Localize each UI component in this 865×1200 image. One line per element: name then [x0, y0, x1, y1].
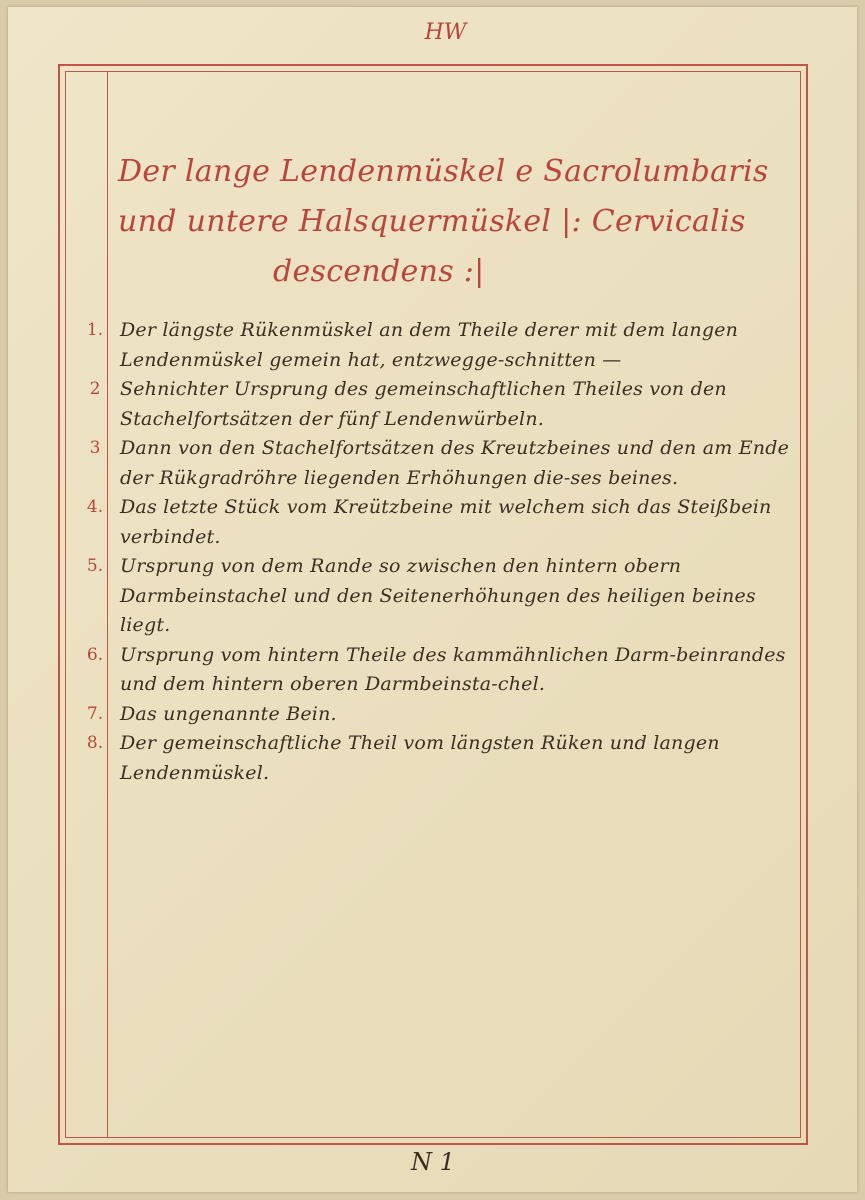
page-title: [118, 147, 798, 297]
list-item: [80, 375, 800, 434]
item-list: [80, 316, 800, 788]
page-header-mark: HW: [424, 20, 467, 45]
item-text: Das ungenannte Bein.: [120, 702, 337, 725]
list-item: [80, 434, 800, 493]
list-item: [80, 493, 800, 552]
page-footer-mark: N 1: [411, 1148, 455, 1176]
list-item: [80, 700, 800, 730]
manuscript-page: [8, 7, 857, 1192]
item-number: 2: [89, 379, 101, 399]
item-number: 3: [89, 438, 101, 458]
list-item: [80, 552, 800, 641]
title-line-1: Der lange Lendenmüskel e Sacrolumbaris: [118, 154, 769, 189]
item-text: Das letzte Stück vom Kreützbeine mit welchem sich das Steißbein verbindet.: [120, 496, 772, 548]
item-text: Der gemeinschaftliche Theil vom längsten Rüken und langen Lendenmüskel.: [120, 732, 720, 784]
item-number: 7.: [86, 703, 104, 724]
list-item: [80, 316, 800, 375]
item-text: Ursprung von dem Rande so zwischen den hintern obern Darmbeinstachel und den Seitenerhöhungen des heiligen beines liegt.: [120, 555, 756, 636]
title-line-2: und untere Halsquermüskel |: Cervicalis: [118, 204, 746, 239]
list-item: [80, 729, 800, 788]
item-number: 5.: [86, 556, 104, 576]
item-text: Dann von den Stachelfortsätzen des Kreutzbeines und den am Ende der Rükgradröhre liegenden Erhöhungen die-ses beines.: [120, 437, 790, 489]
item-number: 4.: [86, 497, 104, 517]
item-number: 1.: [86, 320, 104, 340]
item-number: 8.: [86, 733, 104, 753]
item-text: Ursprung vom hintern Theile des kammähnlichen Darm-beinrandes und dem hintern oberen Darmbeinsta-chel.: [120, 643, 786, 695]
list-item: [80, 641, 800, 700]
title-line-3: descendens :|: [273, 254, 485, 289]
item-text: Sehnichter Ursprung des gemeinschaftlichen Theiles von den Stachelfortsätzen der fünf Lendenwürbeln.: [120, 378, 727, 430]
item-number: 6.: [86, 644, 104, 665]
item-text: Der längste Rükenmüskel an dem Theile derer mit dem langen Lendenmüskel gemein hat, entzwegge-schnitten —: [120, 319, 739, 371]
